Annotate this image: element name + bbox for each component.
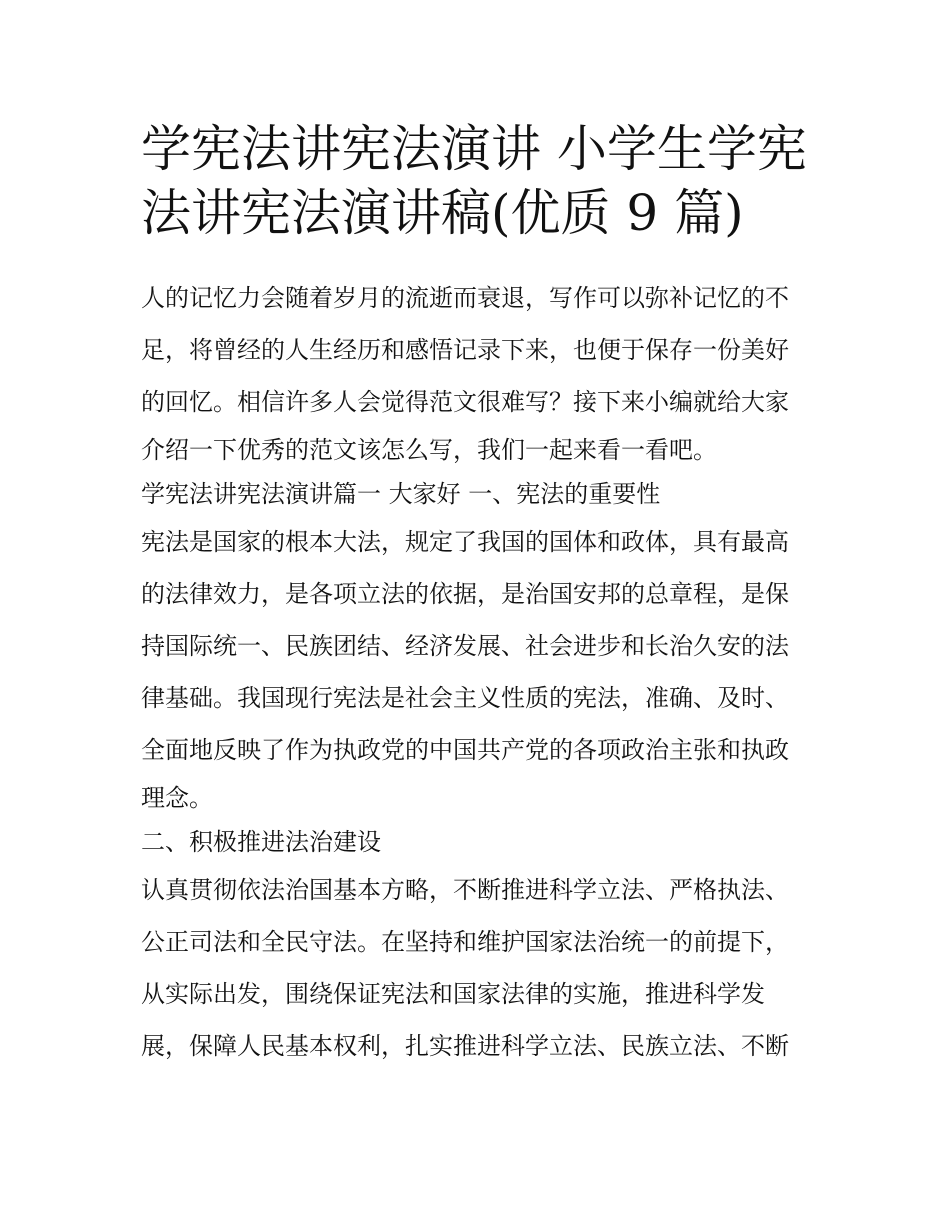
title-line: 法讲宪法演讲稿(优质 9 篇) [141,184,744,242]
document-content [141,117,821,1072]
body-line: 律基础。我国现行宪法是社会主义性质的宪法，准确、及时、 [141,684,789,712]
body-line: 宪法是国家的根本大法，规定了我国的国体和政体，具有最高 [141,528,789,556]
body-line: 全面地反映了作为执政党的中国共产党的各项政治主张和执政 [141,736,789,764]
body-line: 的回忆。相信许多人会觉得范文很难写？接下来小编就给大家 [141,388,789,416]
title-line: 学宪法讲宪法演讲 小学生学宪 [141,120,807,178]
section-heading: 二、积极推进法治建设 [141,828,381,856]
body-line: 人的记忆力会随着岁月的流逝而衰退，写作可以弥补记忆的不 [141,284,789,312]
body-line: 足，将曾经的人生经历和感悟记录下来，也便于保存一份美好 [141,336,789,364]
document-body [141,272,821,1072]
body-line: 公正司法和全民守法。在坚持和维护国家法治统一的前提下， [141,928,789,956]
body-line: 展，保障人民基本权利，扎实推进科学立法、民族立法、不断 [141,1032,789,1060]
body-line: 的法律效力，是各项立法的依据，是治国安邦的总章程，是保 [141,580,789,608]
body-line: 理念。 [141,784,213,812]
body-line: 持国际统一、民族团结、经济发展、社会进步和长治久安的法 [141,632,789,660]
document-title [141,117,821,245]
section-heading: 学宪法讲宪法演讲篇一 大家好 一、宪法的重要性 [141,480,661,508]
body-line: 从实际出发，围绕保证宪法和国家法律的实施，推进科学发 [141,980,765,1008]
body-line: 介绍一下优秀的范文该怎么写，我们一起来看一看吧。 [141,436,717,464]
body-line: 认真贯彻依法治国基本方略，不断推进科学立法、严格执法、 [141,876,789,904]
